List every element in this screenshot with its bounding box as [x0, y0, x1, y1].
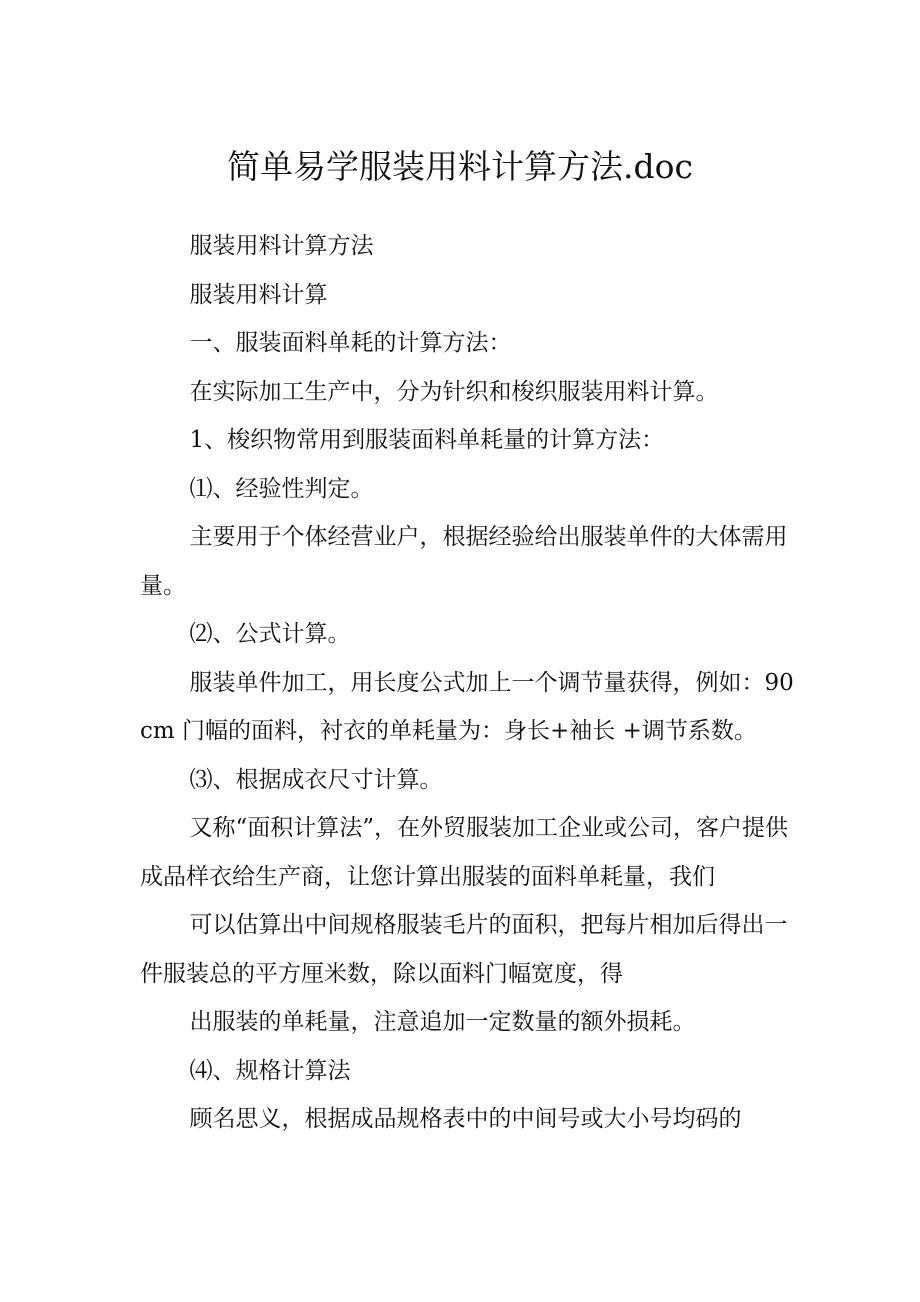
paragraph-2: 服装用料计算 — [189, 281, 328, 308]
paragraph-4: 在实际加工生产中，分为针织和梭织服装用料计算。 — [189, 378, 719, 405]
paragraph-12: 可以估算出中间规格服装毛片的面积，把每片相加后得出一件服装总的平方厘米数，除以面料门幅宽度，得 — [140, 912, 788, 987]
paragraph-11: 又称“面积计算法”，在外贸服装加工企业或公司，客户提供成品样衣给生产商，让您计算出服装的面料单耗量，我们 — [140, 815, 788, 890]
paragraph-7: 主要用于个体经营业户，根据经验给出服装单件的大体需用量。 — [140, 524, 788, 599]
paragraph-10: ⑶、根据成衣尺寸计算。 — [189, 766, 443, 793]
paragraph-14: ⑷、规格计算法 — [189, 1057, 351, 1084]
paragraph-8: ⑵、公式计算。 — [189, 621, 351, 647]
paragraph-15: 顾名思义，根据成品规格表中的中间号或大小号均码的 — [189, 1106, 742, 1132]
document-title: 简单易学服装用料计算方法.doc — [227, 147, 693, 186]
document-body — [140, 222, 795, 1144]
paragraph-9: 服装单件加工，用长度公式加上一个调节量获得，例如：90cm 门幅的面料，衬衣的单耗量为：身长+袖长 +调节系数。 — [140, 669, 794, 744]
paragraph-5: 1、梭织物常用到服装面料单耗量的计算方法： — [189, 427, 665, 453]
paragraph-6: ⑴、经验性判定。 — [189, 475, 374, 502]
paragraph-1: 服装用料计算方法 — [189, 233, 374, 259]
paragraph-3: 一、服装面料单耗的计算方法： — [189, 330, 512, 356]
paragraph-13: 出服装的单耗量，注意追加一定数量的额外损耗。 — [189, 1009, 696, 1035]
